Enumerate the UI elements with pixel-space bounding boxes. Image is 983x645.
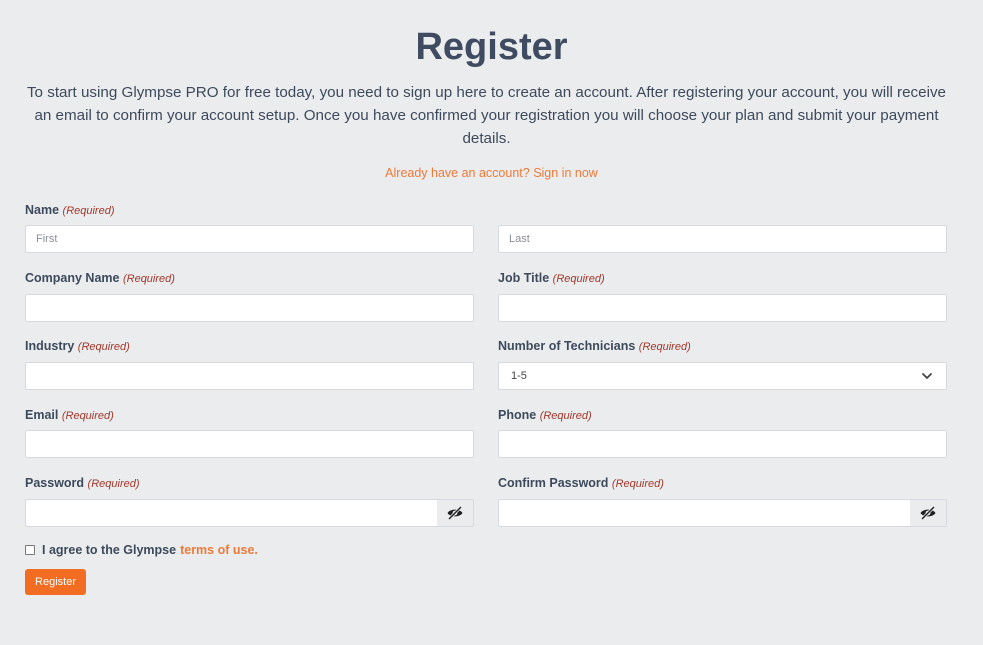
terms-link[interactable]: terms of use. bbox=[180, 543, 258, 557]
chevron-down-icon bbox=[920, 369, 934, 383]
password-visibility-toggle[interactable] bbox=[437, 499, 474, 527]
email-label: Email (Required) bbox=[25, 408, 114, 422]
eye-slash-icon bbox=[446, 506, 464, 520]
company-name-label: Company Name (Required) bbox=[25, 271, 175, 285]
terms-agreement bbox=[25, 543, 258, 557]
confirm-password-label: Confirm Password (Required) bbox=[498, 476, 664, 490]
industry-input[interactable] bbox=[25, 362, 474, 390]
confirm-password-input[interactable] bbox=[498, 499, 911, 527]
phone-label: Phone (Required) bbox=[498, 408, 592, 422]
eye-slash-icon bbox=[919, 506, 937, 520]
required-tag: (Required) bbox=[122, 273, 175, 285]
password-label: Password (Required) bbox=[25, 476, 140, 490]
required-tag: (Required) bbox=[552, 273, 605, 285]
technicians-label: Number of Technicians (Required) bbox=[498, 339, 691, 353]
signin-link[interactable]: Already have an account? Sign in now bbox=[385, 166, 598, 180]
technicians-select[interactable] bbox=[498, 362, 947, 390]
job-title-label: Job Title (Required) bbox=[498, 271, 605, 285]
register-button[interactable]: Register bbox=[25, 569, 86, 595]
job-title-input[interactable] bbox=[498, 294, 947, 322]
name-label: Name (Required) bbox=[25, 203, 115, 217]
first-name-input[interactable] bbox=[25, 225, 474, 253]
email-input[interactable] bbox=[25, 430, 474, 458]
required-tag: (Required) bbox=[611, 478, 664, 490]
technicians-selected-value: 1-5 bbox=[511, 370, 527, 382]
intro-text: To start using Glympse PRO for free today, you need to sign up here to create an account. After registering your account, you will receive an email to confirm your account setup. Once you have confirmed your registration you will choose your plan and submit your payment details. bbox=[26, 84, 947, 147]
required-tag: (Required) bbox=[87, 478, 140, 490]
phone-input[interactable] bbox=[498, 430, 947, 458]
last-name-input[interactable] bbox=[498, 225, 947, 253]
required-tag: (Required) bbox=[638, 341, 691, 353]
required-tag: (Required) bbox=[539, 410, 592, 422]
page-title: Register bbox=[415, 26, 568, 68]
required-tag: (Required) bbox=[62, 205, 115, 217]
industry-label: Industry (Required) bbox=[25, 339, 130, 353]
terms-checkbox[interactable] bbox=[25, 545, 35, 555]
required-tag: (Required) bbox=[77, 341, 130, 353]
company-name-input[interactable] bbox=[25, 294, 474, 322]
confirm-password-visibility-toggle[interactable] bbox=[910, 499, 947, 527]
terms-text: I agree to the Glympse bbox=[42, 543, 177, 557]
password-input[interactable] bbox=[25, 499, 438, 527]
required-tag: (Required) bbox=[61, 410, 114, 422]
